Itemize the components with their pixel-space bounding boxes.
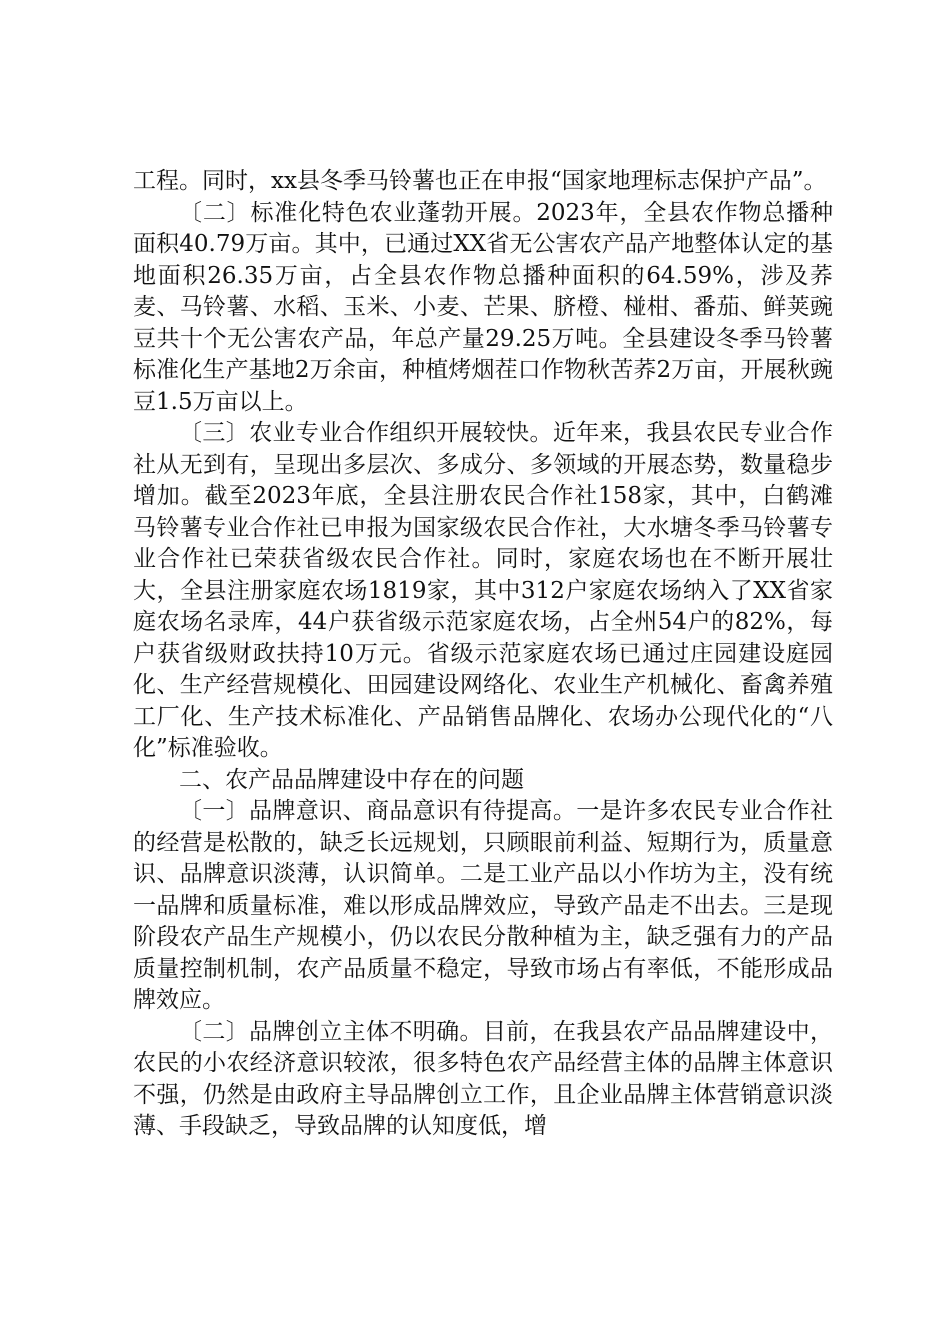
paragraph-cooperatives: 〔三〕农业专业合作组织开展较快。近年来，我县农民专业合作社从无到有，呈现出多层次、多成分、多领域的开展态势，数量稳步增加。截至2023年底，全县注册农民合作社158家，其中，白鹤滩马铃薯专业合作社已申报为国家级农民合作社，大水塘冬季马铃薯专业合作社已荣获省级农民合作社。同时，家庭农场也在不断开展壮大，全县注册家庭农场1819家，其中312户家庭农场纳入了XX省家庭农场名录库，44户获省级示范家庭农场，占全州54户的82%，每户获省级财政扶持10万元。省级示范家庭农场已通过庄园建设庭园化、生产经营规模化、田园建设网络化、农业生产机械化、畜禽养殖工厂化、生产技术标准化、产品销售品牌化、农场办公现代化的“八化”标准验收。 (133, 420, 833, 761)
paragraph-brand-subject: 〔二〕品牌创立主体不明确。目前，在我县农产品品牌建设中，农民的小农经济意识较浓，很多特色农产品经营主体的品牌主体意识不强，仍然是由政府主导品牌创立工作，且企业品牌主体营销意识淡薄、手段缺乏，导致品牌的认知度低，增 (133, 1018, 833, 1139)
document-body (133, 166, 833, 1143)
section-heading-problems: 二、农产品品牌建设中存在的问题 (179, 766, 524, 793)
paragraph-continuation: 工程。同时，xx县冬季马铃薯也正在申报“国家地理标志保护产品”。 (133, 168, 827, 194)
paragraph-standardized-agriculture: 〔二〕标准化特色农业蓬勃开展。2023年，全县农作物总播种面积40.79万亩。其中，已通过XX省无公害农产品产地整体认定的基地面积26.35万亩，占全县农作物总播种面积的64.59%，涉及荞麦、马铃薯、水稻、玉米、小麦、芒果、脐橙、椪柑、番茄、鲜荚豌豆共十个无公害农产品，年总产量29.25万吨。全县建设冬季马铃薯标准化生产基地2万余亩，种植烤烟茬口作物秋苦荞2万亩，开展秋豌豆1.5万亩以上。 (133, 199, 833, 415)
paragraph-brand-awareness: 〔一〕品牌意识、商品意识有待提高。一是许多农民专业合作社的经营是松散的，缺乏长远规划，只顾眼前利益、短期行为，质量意识、品牌意识淡薄，认识简单。二是工业产品以小作坊为主，没有统一品牌和质量标准，难以形成品牌效应，导致产品走不出去。三是现阶段农产品生产规模小，仍以农民分散种植为主，缺乏强有力的产品质量控制机制，农产品质量不稳定，导致市场占有率低，不能形成品牌效应。 (133, 798, 833, 1013)
